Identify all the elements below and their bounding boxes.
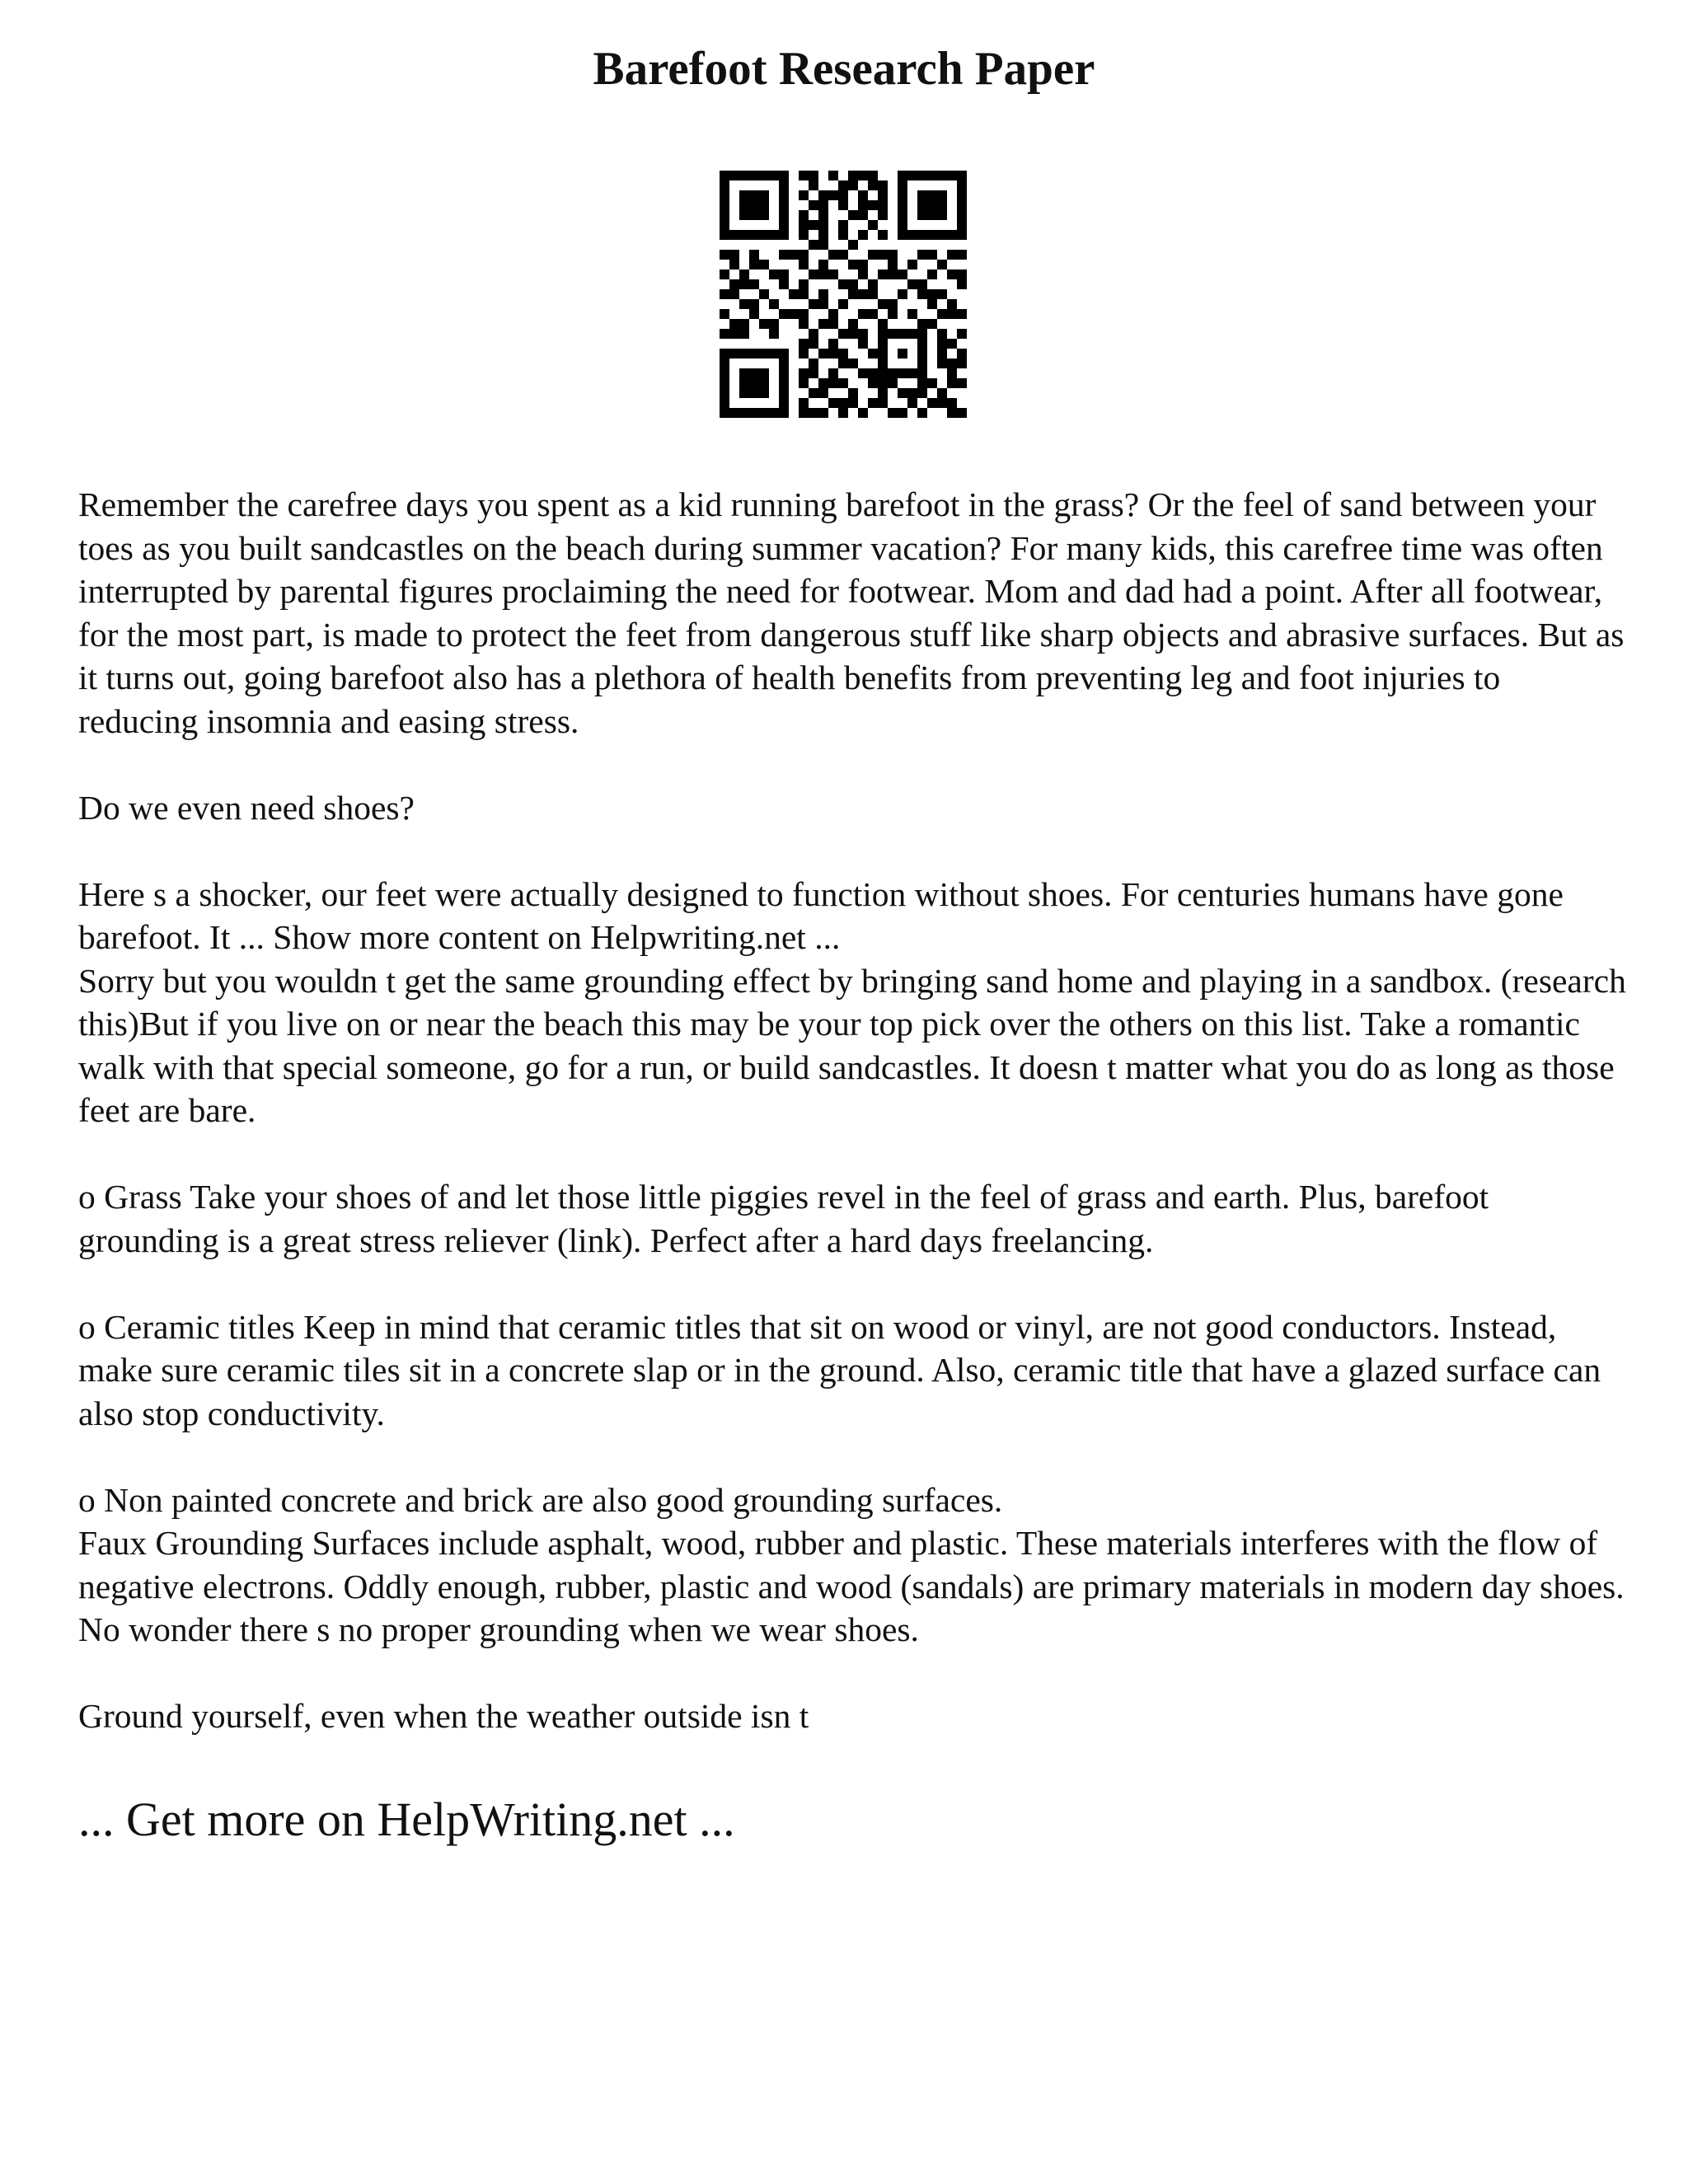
- paragraph-question: Do we even need shoes?: [78, 788, 415, 827]
- paragraph-grass: o Grass Take your shoes of and let those little piggies revel in the feel of grass and earth. Plus, barefoot grounding is a great stress reliever (link). Perfect after a hard days freelancing.: [78, 1178, 1489, 1259]
- paragraph-spacer: [78, 1132, 1628, 1176]
- paragraph-spacer: [78, 829, 1628, 873]
- paragraph-concrete: o Non painted concrete and brick are also good grounding surfaces.: [78, 1480, 1003, 1519]
- paragraph-ceramic: o Ceramic titles Keep in mind that ceramic titles that sit on wood or vinyl, are not good conductors. Instead, make sure ceramic tiles sit in a concrete slap or in the ground. Also, ceramic title that have a glazed surface can also stop conductivity.: [78, 1307, 1601, 1432]
- paragraph-spacer: [78, 1435, 1628, 1479]
- paragraph-spacer: [78, 1652, 1628, 1695]
- qr-code[interactable]: [720, 171, 967, 418]
- paragraph-faux-surfaces: Faux Grounding Surfaces include asphalt, wood, rubber and plastic. These materials interferes with the flow of negative electrons. Oddly enough, rubber, plastic and wood (sandals) are primary materials in modern day shoes. No wonder there s no proper grounding when we wear shoes.: [78, 1524, 1625, 1648]
- get-more-link[interactable]: ... Get more on HelpWriting.net ...: [78, 1793, 735, 1846]
- body-text: [78, 483, 1628, 1738]
- paragraph-shocker: Here s a shocker, our feet were actually designed to function without shoes. For centuries humans have gone barefoot. It ... Show more content on Helpwriting.net ...: [78, 874, 1564, 956]
- paragraph-spacer: [78, 1262, 1628, 1305]
- paragraph-ground-yourself: Ground yourself, even when the weather outside isn t: [78, 1697, 809, 1735]
- page-title: Barefoot Research Paper: [593, 43, 1095, 95]
- paragraph-sand: Sorry but you wouldn t get the same grounding effect by bringing sand home and playing in a sandbox. (research this)But if you live on or near the beach this may be your top pick over the others on this list. Take a romantic walk with that special someone, go for a run, or build sandcastles. It doesn t matter what you do as long as those feet are bare.: [78, 961, 1626, 1129]
- paragraph-spacer: [78, 743, 1628, 786]
- paragraph-intro: Remember the carefree days you spent as a kid running barefoot in the grass? Or the feel of sand between your toes as you built sandcastles on the beach during summer vacation? For many kids, this carefree time was often interrupted by parental figures proclaiming the need for footwear. Mom and dad had a point. After all footwear, for the most part, is made to protect the feet from dangerous stuff like sharp objects and abrasive surfaces. But as it turns out, going barefoot also has a plethora of health benefits from preventing leg and foot injuries to reducing insomnia and easing stress.: [78, 485, 1625, 740]
